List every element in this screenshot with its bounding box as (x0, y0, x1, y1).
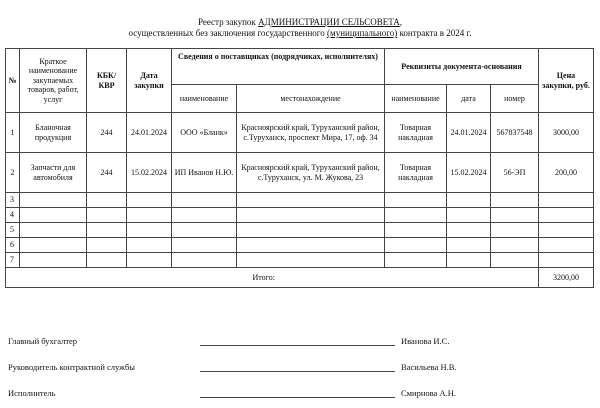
cell-supplier-location: Красноярский край, Туруханский район, с.Туруханск, ул. М. Жукова, 23 (237, 153, 385, 193)
signature-line (200, 371, 395, 372)
organization-name: АДМИНИСТРАЦИИ СЕЛЬСОВЕТА (258, 17, 400, 27)
cell-num: 2 (6, 153, 20, 193)
document-title-line-2 (0, 28, 600, 38)
cell-item-name: Запчасти для автомобиля (20, 153, 87, 193)
signature-name-chief-accountant: Иванова И.С. (401, 336, 450, 346)
title-line2-prefix: осуществленных без заключения государственного (128, 28, 325, 38)
cell-kbk: 244 (87, 153, 127, 193)
cell-doc-date: 15.02.2024 (447, 153, 491, 193)
table-row-empty (6, 193, 594, 208)
signature-role-chief-accountant: Главный бухгалтер (8, 336, 78, 346)
cell-doc-number: 56-ЭП (491, 153, 539, 193)
table-total-row (6, 268, 594, 288)
title-line2-suffix: контракта в 2024 г. (399, 28, 472, 38)
title-line2-middle: (муниципального) (327, 28, 398, 38)
cell-num: 7 (6, 253, 20, 268)
header-purchase-date: Дата закупки (127, 49, 172, 113)
cell-supplier-name: ИП Иванов Н.Ю. (172, 153, 237, 193)
header-num: № (6, 49, 20, 113)
cell-num: 5 (6, 223, 20, 238)
cell-doc-name: Товарная накладная (385, 153, 447, 193)
cell-supplier-location: Красноярский край, Туруханский район, с.Туруханск, проспект Мира, 17, оф. 34 (237, 113, 385, 153)
table-row-empty (6, 208, 594, 223)
cell-purchase-date: 15.02.2024 (127, 153, 172, 193)
cell-doc-number: 567837548 (491, 113, 539, 153)
header-doc-date: дата (447, 85, 491, 113)
cell-price: 200,00 (539, 153, 594, 193)
signature-role-contract-service-head: Руководитель контрактной службы (8, 362, 135, 372)
cell-num: 4 (6, 208, 20, 223)
signature-line (200, 397, 395, 398)
title-suffix: , (399, 17, 403, 27)
header-doc-name: наименование (385, 85, 447, 113)
cell-doc-name: Товарная накладная (385, 113, 447, 153)
table-row (6, 113, 594, 153)
signature-name-executor: Смирнова А.Н. (401, 388, 456, 398)
cell-price: 3000,00 (539, 113, 594, 153)
procurement-register-table (5, 48, 594, 288)
total-label: Итого: (6, 268, 539, 288)
header-doc-number: номер (491, 85, 539, 113)
cell-supplier-name: ООО «Бланк» (172, 113, 237, 153)
signature-role-executor: Исполнитель (8, 388, 56, 398)
signature-name-contract-service-head: Васильева Н.В. (401, 362, 457, 372)
document-title-line-1 (0, 17, 600, 27)
cell-purchase-date: 24.01.2024 (127, 113, 172, 153)
header-document-group: Реквизиты документа-основания (385, 49, 539, 85)
header-price: Цена закупки, руб. (539, 49, 594, 113)
header-supplier-name: наименование (172, 85, 237, 113)
total-value: 3200,00 (539, 268, 594, 288)
table-header-row (6, 49, 594, 85)
header-kbk: КБК/КВР (87, 49, 127, 113)
cell-doc-date: 24.01.2024 (447, 113, 491, 153)
title-prefix: Реестр закупок (197, 17, 256, 27)
cell-num: 1 (6, 113, 20, 153)
header-supplier-group: Сведения о поставщиках (подрядчиках, исполнителях) (172, 49, 385, 85)
header-item-name: Краткое наименование закупаемых товаров, работ, услуг (20, 49, 87, 113)
cell-num: 6 (6, 238, 20, 253)
table-row-empty (6, 238, 594, 253)
cell-num: 3 (6, 193, 20, 208)
signature-line (200, 345, 395, 346)
table-row-empty (6, 253, 594, 268)
table-row-empty (6, 223, 594, 238)
cell-item-name: Бланочная продукция (20, 113, 87, 153)
table-row (6, 153, 594, 193)
header-supplier-location: местонахождение (237, 85, 385, 113)
cell-kbk: 244 (87, 113, 127, 153)
